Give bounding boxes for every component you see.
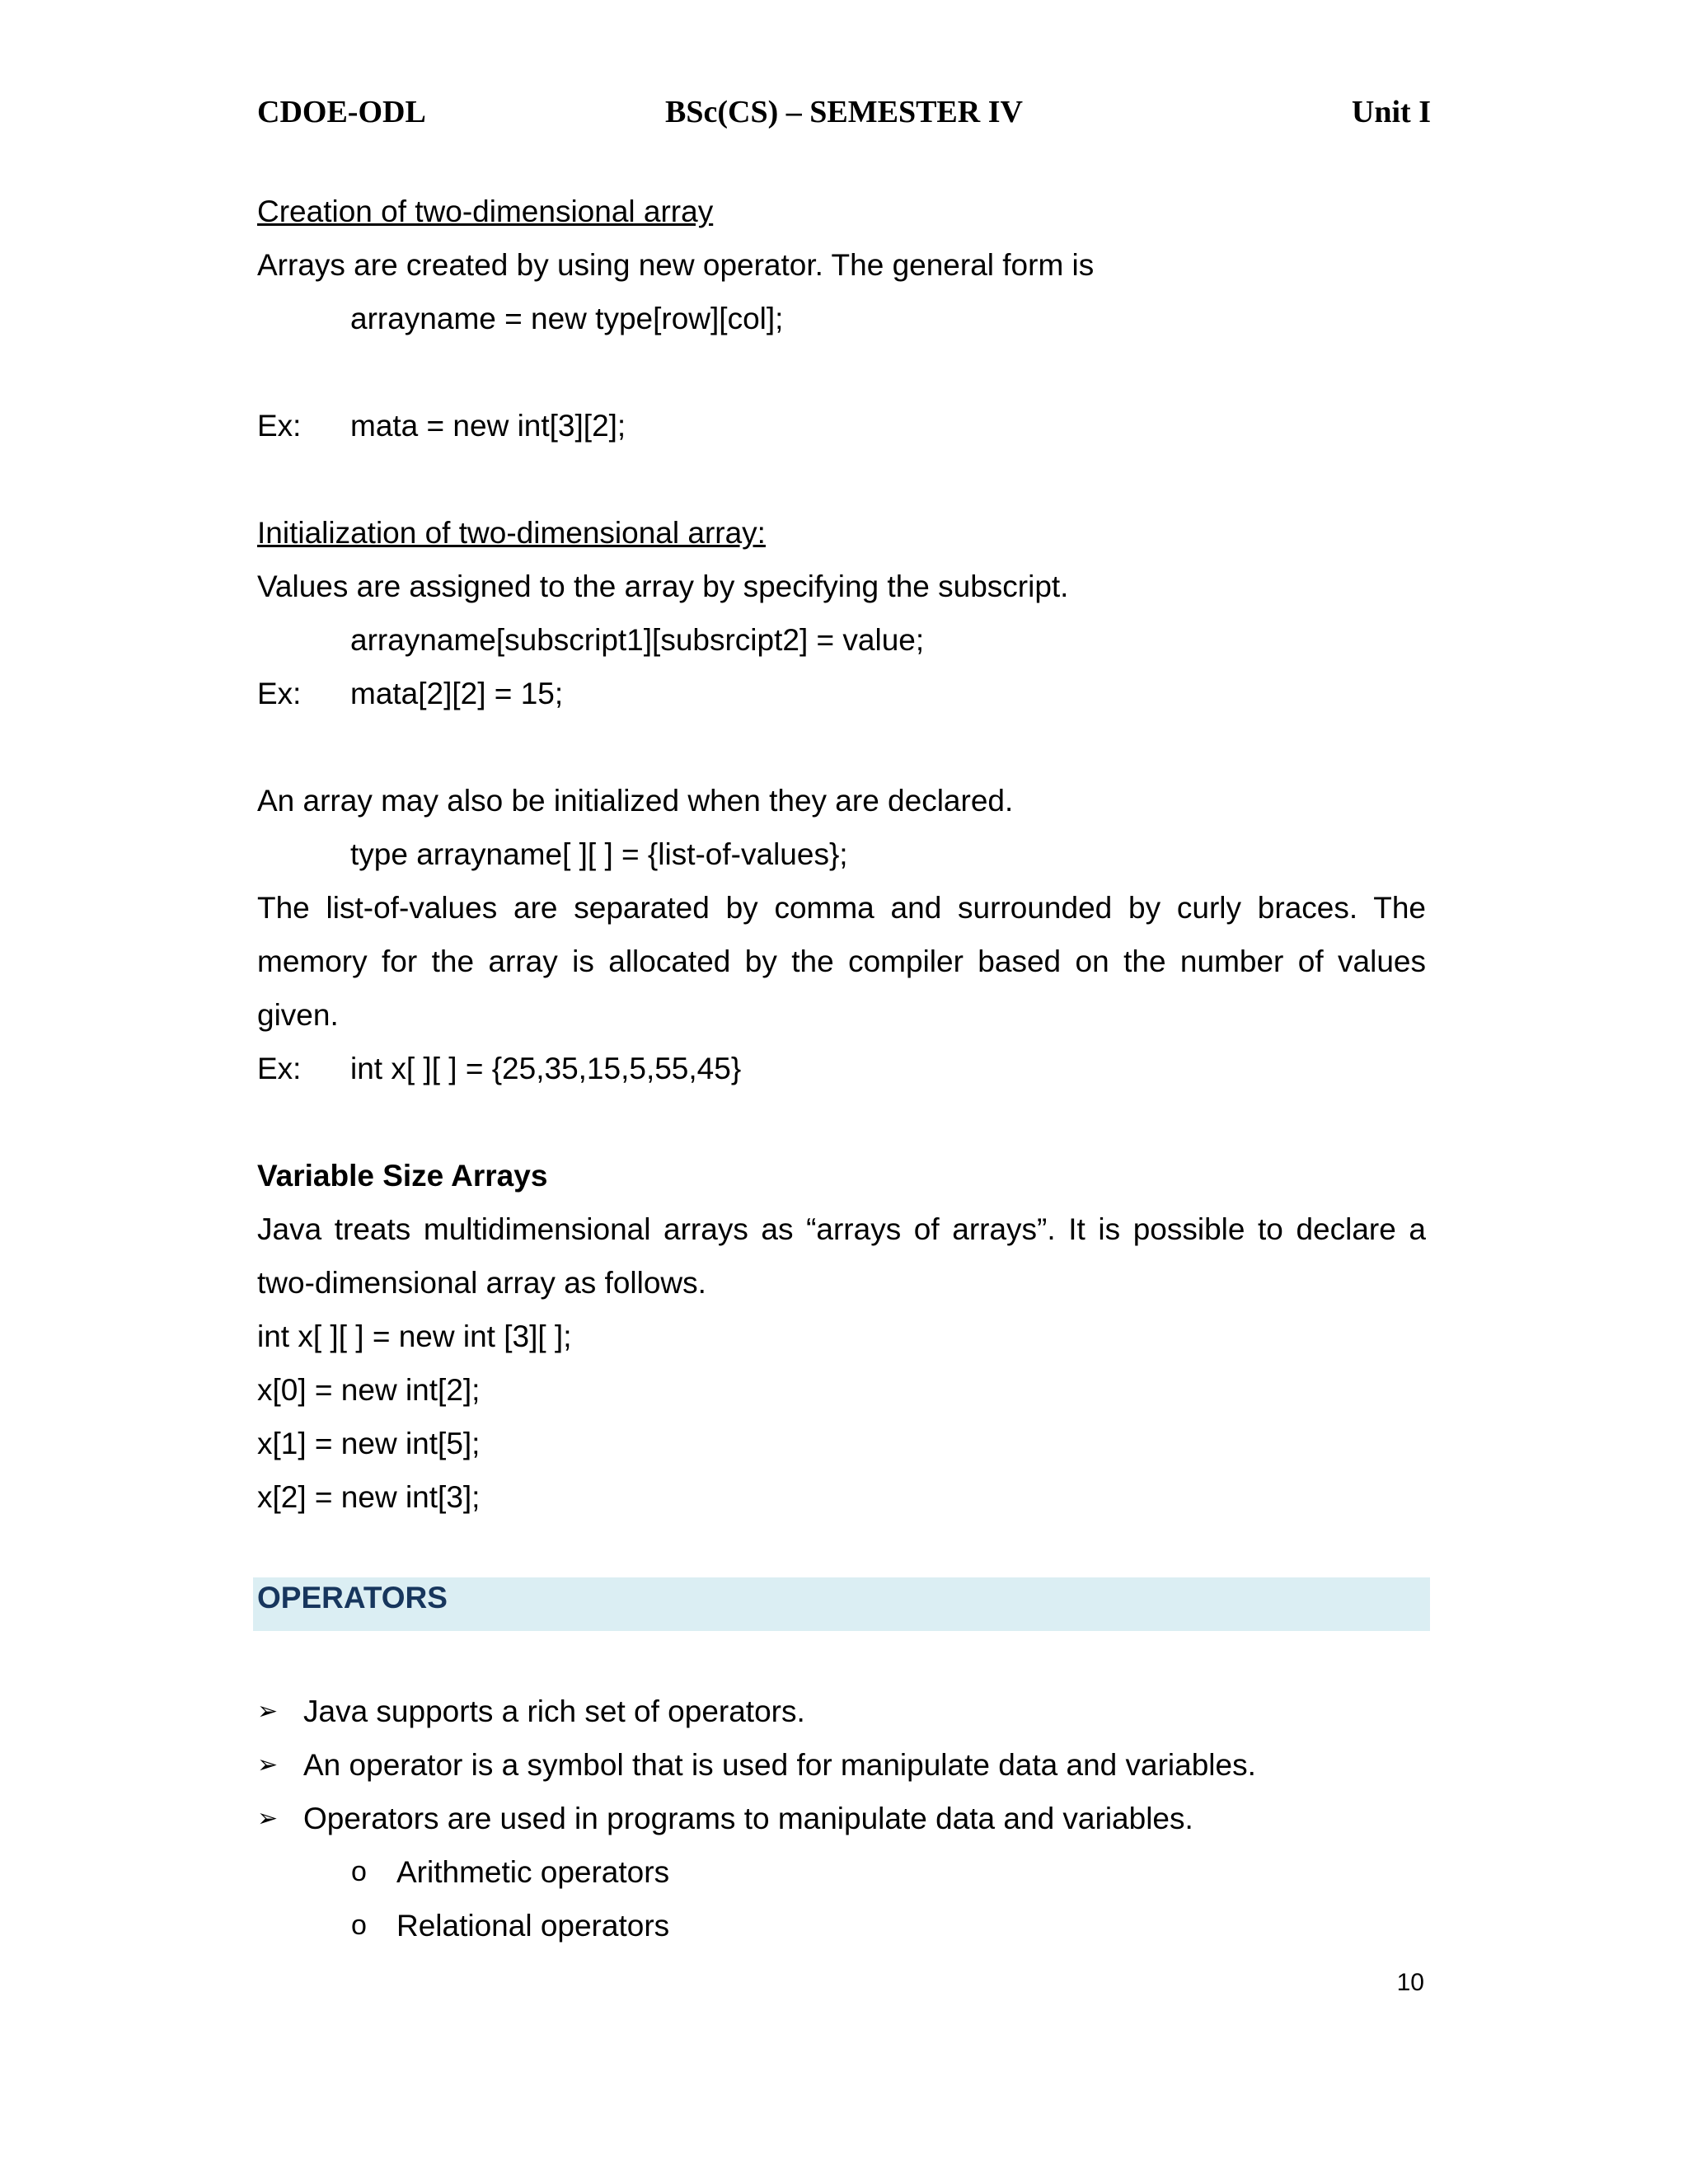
arrow-bullet-icon: ➢: [257, 1804, 279, 1833]
example-code: mata = new int[3][2];: [350, 409, 626, 443]
initialization-heading: Initialization of two-dimensional array:: [257, 516, 766, 550]
circle-bullet-icon: o: [351, 1856, 367, 1887]
sub-list-item: [257, 1845, 1426, 1899]
circle-bullet-icon: o: [351, 1910, 367, 1941]
example-label: Ex:: [257, 409, 302, 443]
header-center: BSc(CS) – SEMESTER IV: [665, 95, 1023, 129]
declared-text: An array may also be initialized when they are declared.: [257, 784, 1014, 818]
example-code: int x[ ][ ] = {25,35,15,5,55,45}: [350, 1052, 742, 1085]
bullet-text: Java supports a rich set of operators.: [303, 1694, 805, 1728]
creation-syntax: arrayname = new type[row][col];: [350, 302, 784, 335]
code-line: x[0] = new int[2];: [257, 1373, 481, 1407]
declared-syntax: type arrayname[ ][ ] = {list-of-values};: [350, 837, 848, 871]
bullet-text: Operators are used in programs to manipulate data and variables.: [303, 1802, 1193, 1835]
code-line: int x[ ][ ] = new int [3][ ];: [257, 1319, 572, 1353]
example-label: Ex:: [257, 677, 302, 710]
bullet-item: [257, 1792, 1426, 1845]
arrow-bullet-icon: ➢: [257, 1750, 279, 1779]
creation-example: [257, 399, 1426, 452]
header-right: Unit I: [1351, 95, 1431, 129]
example-label: Ex:: [257, 1052, 302, 1085]
creation-text: Arrays are created by using new operator. The general form is: [257, 248, 1095, 282]
header-left: CDOE-ODL: [257, 95, 426, 129]
code-line: x[1] = new int[5];: [257, 1427, 481, 1460]
variable-size-paragraph: Java treats multidimensional arrays as “arrays of arrays”. It is possible to declare a two-dimensional array as follows.: [257, 1212, 1426, 1300]
code-line: x[2] = new int[3];: [257, 1480, 481, 1514]
arrow-bullet-icon: ➢: [257, 1697, 279, 1726]
example-code: mata[2][2] = 15;: [350, 677, 564, 710]
initialization-syntax: arrayname[subscript1][subsrcipt2] = value;: [350, 623, 925, 657]
initialization-example: [257, 667, 1426, 720]
bullet-item: [257, 1738, 1426, 1792]
sub-list-item: [257, 1899, 1426, 1952]
initialization-example-2: [257, 1042, 1426, 1095]
bullet-item: [257, 1685, 1426, 1738]
creation-heading: Creation of two-dimensional array: [257, 194, 714, 228]
page-content: [257, 185, 1426, 1952]
sub-item-text: Relational operators: [396, 1909, 670, 1943]
variable-size-heading: Variable Size Arrays: [257, 1159, 548, 1193]
list-of-values-paragraph: The list-of-values are separated by comma and surrounded by curly braces. The memory for the array is allocated by the compiler based on the number of values given.: [257, 891, 1426, 1032]
page-number: 10: [1396, 1969, 1424, 1996]
bullet-text: An operator is a symbol that is used for manipulate data and variables.: [303, 1748, 1256, 1782]
initialization-text: Values are assigned to the array by specifying the subscript.: [257, 569, 1069, 603]
sub-item-text: Arithmetic operators: [396, 1855, 670, 1889]
operators-heading: OPERATORS: [253, 1577, 1430, 1631]
